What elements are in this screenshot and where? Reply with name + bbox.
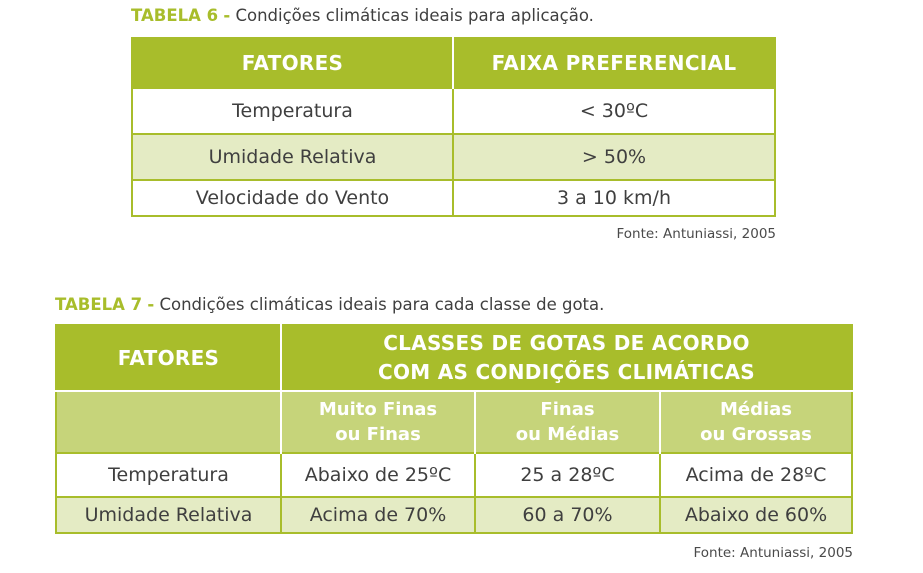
table6-header-range: FAIXA PREFERENCIAL — [453, 38, 775, 88]
subheader-line: Muito Finas — [318, 399, 438, 420]
subheader-line: ou Grossas — [700, 424, 812, 445]
table6 — [131, 37, 776, 217]
table7-subheader-row — [56, 391, 852, 453]
table6-source: Fonte: Antuniassi, 2005 — [616, 226, 776, 242]
table6-cell: < 30ºC — [453, 88, 775, 134]
table-row — [132, 180, 775, 216]
subheader-line: Médias — [719, 399, 793, 420]
table7-cell: Umidade Relativa — [56, 497, 281, 533]
table7-label: TABELA 7 — [55, 295, 143, 314]
table7-cell: 60 a 70% — [475, 497, 660, 533]
table7-dash: - — [147, 295, 155, 314]
table6-cell: Umidade Relativa — [132, 134, 453, 180]
subheader-line: ou Médias — [515, 424, 620, 445]
table7-header-row — [56, 325, 852, 391]
table6-cell: Temperatura — [132, 88, 453, 134]
table7-cell: Acima de 70% — [281, 497, 475, 533]
table7-caption — [55, 295, 604, 314]
table7-cell: 25 a 28ºC — [475, 453, 660, 497]
table-row — [132, 134, 775, 180]
table-row — [56, 497, 852, 533]
table6-dash: - — [223, 6, 231, 25]
table7-header-factors: FATORES — [56, 325, 281, 391]
table6-caption — [131, 6, 594, 25]
table6-cell: > 50% — [453, 134, 775, 180]
table7-title: Condições climáticas ideais para cada classe de gota. — [159, 295, 605, 314]
table7-cell: Acima de 28ºC — [660, 453, 852, 497]
table7-cell: Abaixo de 25ºC — [281, 453, 475, 497]
table6-header-row — [132, 38, 775, 88]
table6-title: Condições climáticas ideais para aplicação. — [235, 6, 594, 25]
table7-cell: Temperatura — [56, 453, 281, 497]
table7-subheader-class3 — [660, 391, 852, 453]
table7-subheader-class2 — [475, 391, 660, 453]
table6-cell: 3 a 10 km/h — [453, 180, 775, 216]
table7-header-classes-line2: COM AS CONDIÇÕES CLIMÁTICAS — [378, 360, 755, 384]
table7-header-classes-line1: CLASSES DE GOTAS DE ACORDO — [383, 331, 750, 355]
table7 — [55, 324, 853, 534]
table-row — [56, 453, 852, 497]
table6-cell: Velocidade do Vento — [132, 180, 453, 216]
table6-header-factors: FATORES — [132, 38, 453, 88]
table7-cell: Abaixo de 60% — [660, 497, 852, 533]
table7-subheader-class1 — [281, 391, 475, 453]
table7-source: Fonte: Antuniassi, 2005 — [693, 545, 853, 561]
subheader-line: Finas — [540, 399, 595, 420]
table7-subheader-empty — [56, 391, 281, 453]
subheader-line: ou Finas — [335, 424, 421, 445]
table7-header-classes — [281, 325, 852, 391]
table6-label: TABELA 6 — [131, 6, 219, 25]
table-row — [132, 88, 775, 134]
